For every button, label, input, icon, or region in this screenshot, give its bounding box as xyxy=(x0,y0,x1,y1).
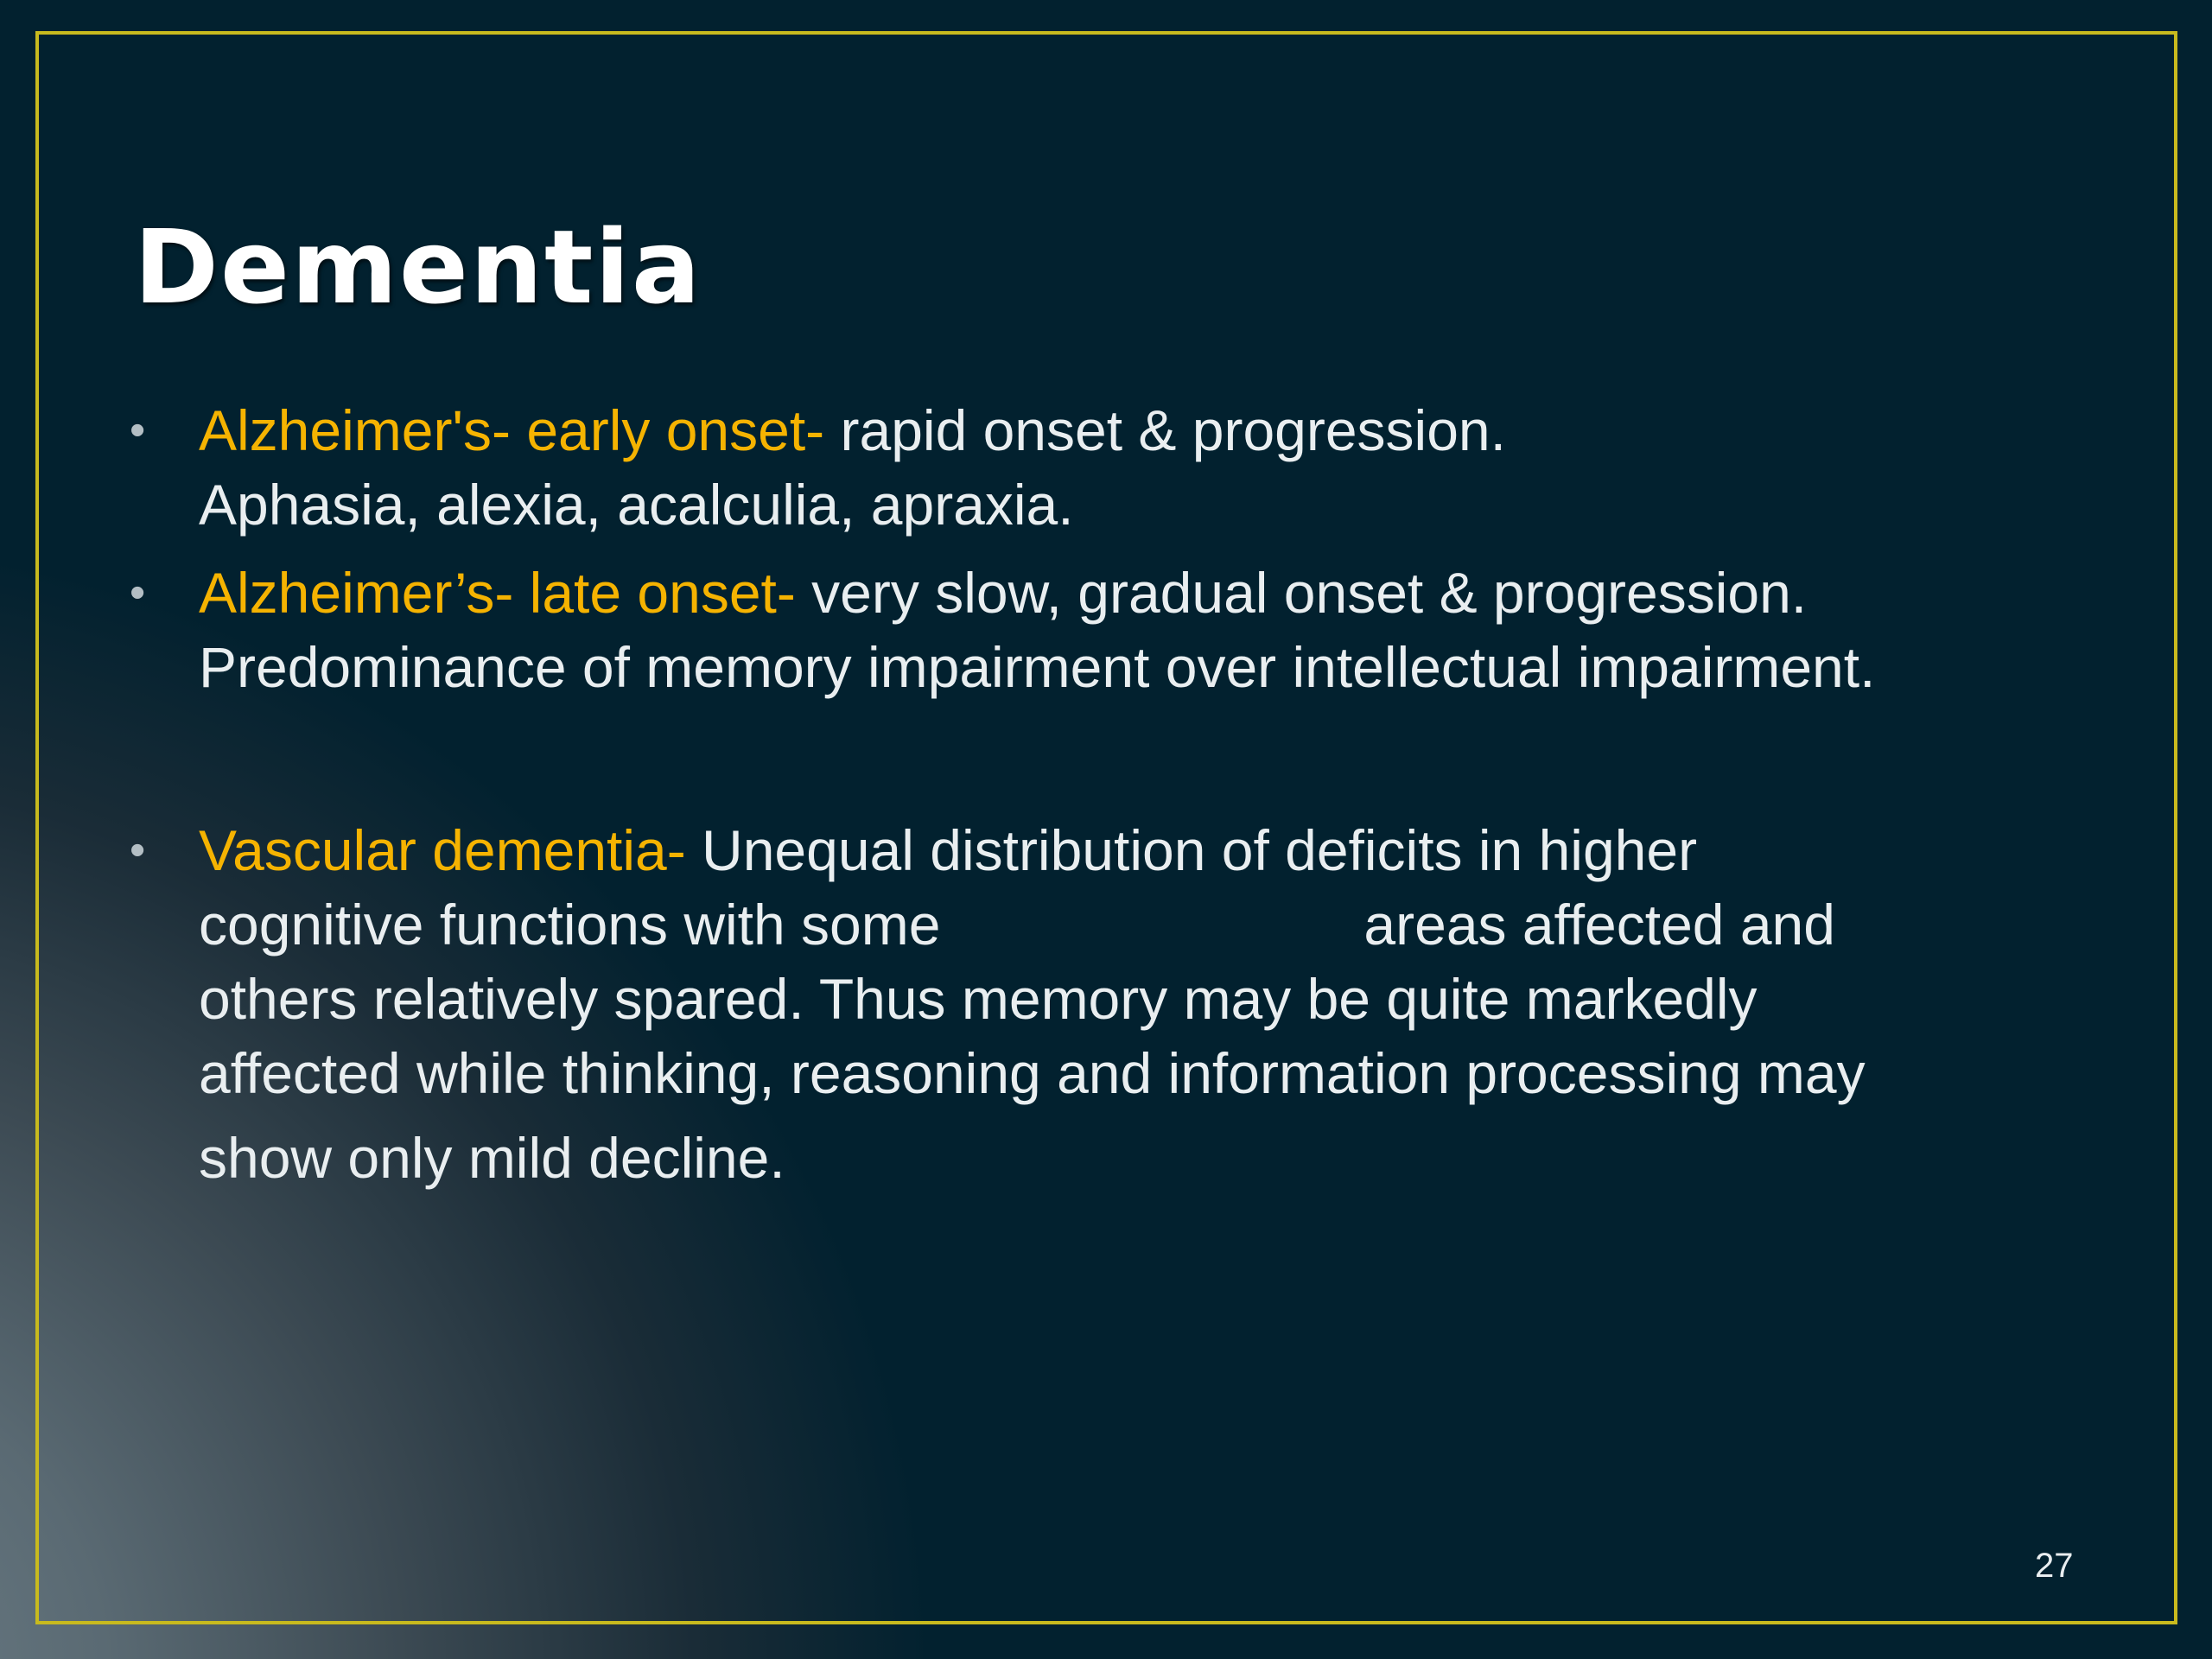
bullet-text: show only mild decline. xyxy=(199,1126,785,1190)
bullet-late-onset xyxy=(130,556,2074,704)
bullet-text: very slow, gradual onset & progression. xyxy=(795,561,1808,625)
slide-number: 27 xyxy=(2035,1547,2074,1585)
bullet-text: cognitive functions with some xyxy=(199,893,941,957)
bullet-early-onset xyxy=(130,393,2074,542)
bullet-highlight: Alzheimer's- early onset- xyxy=(199,398,825,462)
bullet-text: others relatively spared. Thus memory may be quite markedly xyxy=(199,967,1758,1031)
bullet-list xyxy=(130,393,2074,1195)
bullet-highlight: Alzheimer’s- late onset- xyxy=(199,561,796,625)
bullet-text: affected while thinking, reasoning and information processing may xyxy=(199,1041,1866,1105)
bullet-text: Aphasia, alexia, acalculia, apraxia. xyxy=(199,473,1074,537)
bullet-dot-icon: • xyxy=(130,825,146,875)
bullet-highlight: Vascular dementia- xyxy=(199,818,686,882)
bullet-text: areas affected and xyxy=(1363,893,1835,957)
bullet-dot-icon: • xyxy=(130,568,146,618)
bullet-text: Unequal distribution of deficits in higher xyxy=(685,818,1698,882)
bullet-text: Predominance of memory impairment over intellectual impairment. xyxy=(199,635,1876,699)
slide-title: Dementia xyxy=(134,207,702,327)
bullet-vascular-dementia xyxy=(130,813,2074,1195)
bullet-dot-icon: • xyxy=(130,405,146,455)
bullet-text: rapid onset & progression. xyxy=(824,398,1506,462)
